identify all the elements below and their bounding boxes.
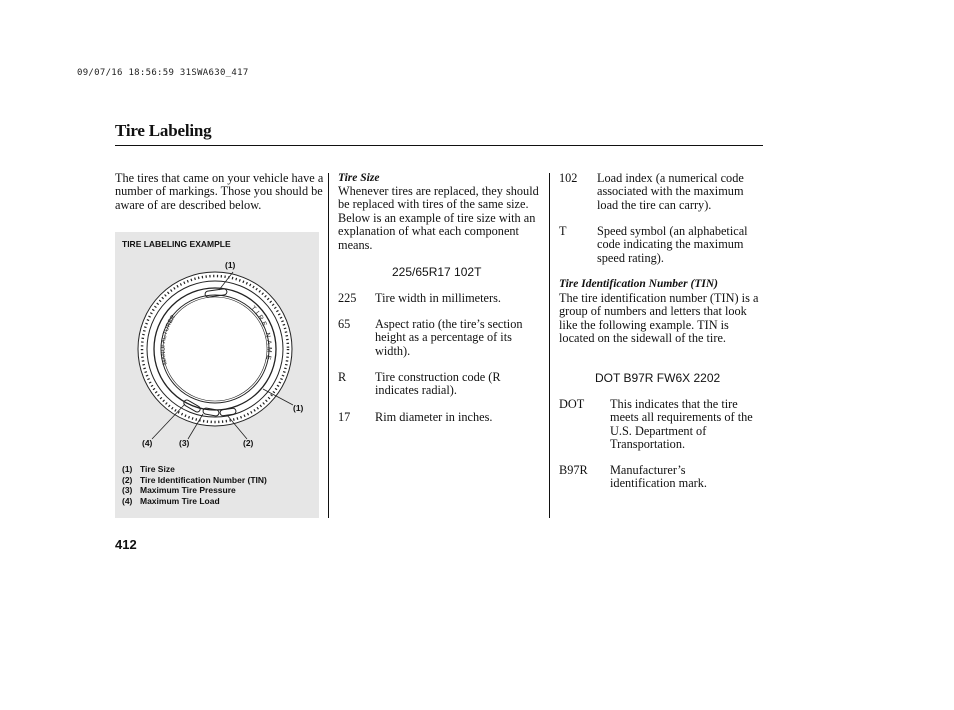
legend-item: (1) Tire Size bbox=[122, 464, 175, 474]
callout-4: (4) bbox=[142, 438, 153, 448]
column-divider-2 bbox=[549, 173, 550, 518]
tin-heading: Tire Identification Number (TIN) bbox=[559, 278, 718, 290]
callout-1-top: (1) bbox=[225, 260, 236, 270]
term-b97r: B97R bbox=[559, 463, 588, 477]
figure-title: TIRE LABELING EXAMPLE bbox=[122, 239, 231, 249]
tin-example: DOT B97R FW6X 2202 bbox=[595, 371, 721, 385]
term-225: 225 bbox=[338, 291, 357, 305]
column-divider-1 bbox=[328, 173, 329, 518]
page-number: 412 bbox=[115, 537, 137, 552]
figure-legend bbox=[122, 464, 267, 507]
def-b97r: Manufacturer’s identification mark. bbox=[610, 463, 707, 491]
def-225: Tire width in millimeters. bbox=[375, 291, 501, 305]
tire-labeling-figure bbox=[115, 232, 319, 518]
term-65: 65 bbox=[338, 317, 351, 331]
callout-1-right: (1) bbox=[293, 403, 304, 413]
term-t: T bbox=[559, 224, 567, 238]
tire-size-example: 225/65R17 102T bbox=[392, 265, 482, 279]
tire-size-intro: Whenever tires are replaced, they should be replaced with tires of the same size. Below is an example of tire size with an explanation of what each component means. bbox=[338, 184, 539, 252]
term-17: 17 bbox=[338, 410, 351, 424]
callout-3: (3) bbox=[179, 438, 190, 448]
tire-size-heading: Tire Size bbox=[338, 172, 380, 184]
print-stamp: 09/07/16 18:56:59 31SWA630_417 bbox=[77, 68, 249, 78]
def-102: Load index (a numerical code associated with the maximum load the tire can carry). bbox=[597, 171, 744, 212]
def-r: Tire construction code (R indicates radial). bbox=[375, 370, 501, 398]
def-t: Speed symbol (an alphabetical code indicating the maximum speed rating). bbox=[597, 224, 748, 265]
tire-illustration bbox=[115, 232, 319, 462]
def-dot: This indicates that the tire meets all requirements of the U.S. Department of Transportation. bbox=[610, 397, 753, 452]
term-r: R bbox=[338, 370, 347, 384]
tin-intro: The tire identification number (TIN) is a group of numbers and letters that look like the following example. TIN is located on the sidewall of the tire. bbox=[559, 291, 759, 346]
page-title: Tire Labeling bbox=[115, 121, 212, 140]
def-65: Aspect ratio (the tire’s section height as a percentage of its width). bbox=[375, 317, 523, 358]
term-dot: DOT bbox=[559, 397, 585, 411]
intro-paragraph: The tires that came on your vehicle have a number of markings. Those you should be aware of are described below. bbox=[115, 171, 324, 212]
manufacturer-label: MANUFACTURER bbox=[160, 314, 178, 366]
def-17: Rim diameter in inches. bbox=[375, 410, 493, 424]
legend-item: (3) Maximum Tire Pressure bbox=[122, 485, 236, 496]
legend-item: (2) Tire Identification Number (TIN) bbox=[122, 474, 267, 485]
legend-item: (4) Maximum Tire Load bbox=[122, 496, 220, 507]
tire-name-label: TIRE NAME bbox=[249, 304, 273, 363]
title-rule bbox=[115, 145, 763, 146]
term-102: 102 bbox=[559, 171, 578, 185]
callout-2: (2) bbox=[243, 438, 254, 448]
